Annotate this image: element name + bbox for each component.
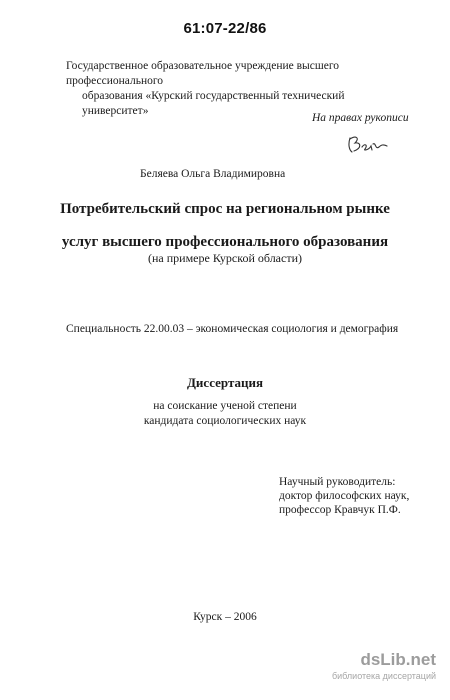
degree-line-1: на соискание ученой степени: [153, 400, 297, 412]
author-name: Беляева Ольга Владимировна: [140, 168, 286, 180]
city-and-year: Курск – 2006: [193, 611, 257, 623]
scientific-supervisor: [279, 475, 449, 517]
degree-sought: [0, 399, 450, 429]
specialty-line: Специальность 22.00.03 – экономическая социология и демография: [66, 323, 399, 335]
title-line-2: услуг высшего профессионального образования: [61, 234, 389, 250]
dissertation-title: [0, 193, 450, 259]
manuscript-rights-note: На правах рукописи: [312, 112, 409, 124]
title-line-1: Потребительский спрос на региональном рынке: [60, 201, 390, 217]
watermark-caption: библиотека диссертаций: [331, 671, 436, 681]
document-type: Диссертация: [186, 375, 264, 390]
degree-line-2: кандидата социологических наук: [143, 415, 307, 427]
supervisor-heading: Научный руководитель:: [279, 476, 396, 488]
watermark-logo: dsLib.net: [360, 650, 436, 669]
signature: [346, 132, 390, 156]
supervisor-name: профессор Кравчук П.Ф.: [279, 504, 401, 516]
institution-line-2: образования «Курский государственный технический университет»: [82, 90, 345, 117]
institution-name: [66, 59, 406, 119]
archive-stamp-number: 61:07-22/86: [183, 20, 267, 37]
institution-line-1: Государственное образовательное учреждение высшего профессионального: [66, 60, 340, 87]
title-subtitle: (на примере Курской области): [147, 251, 302, 265]
supervisor-degree: доктор философских наук,: [279, 490, 410, 502]
